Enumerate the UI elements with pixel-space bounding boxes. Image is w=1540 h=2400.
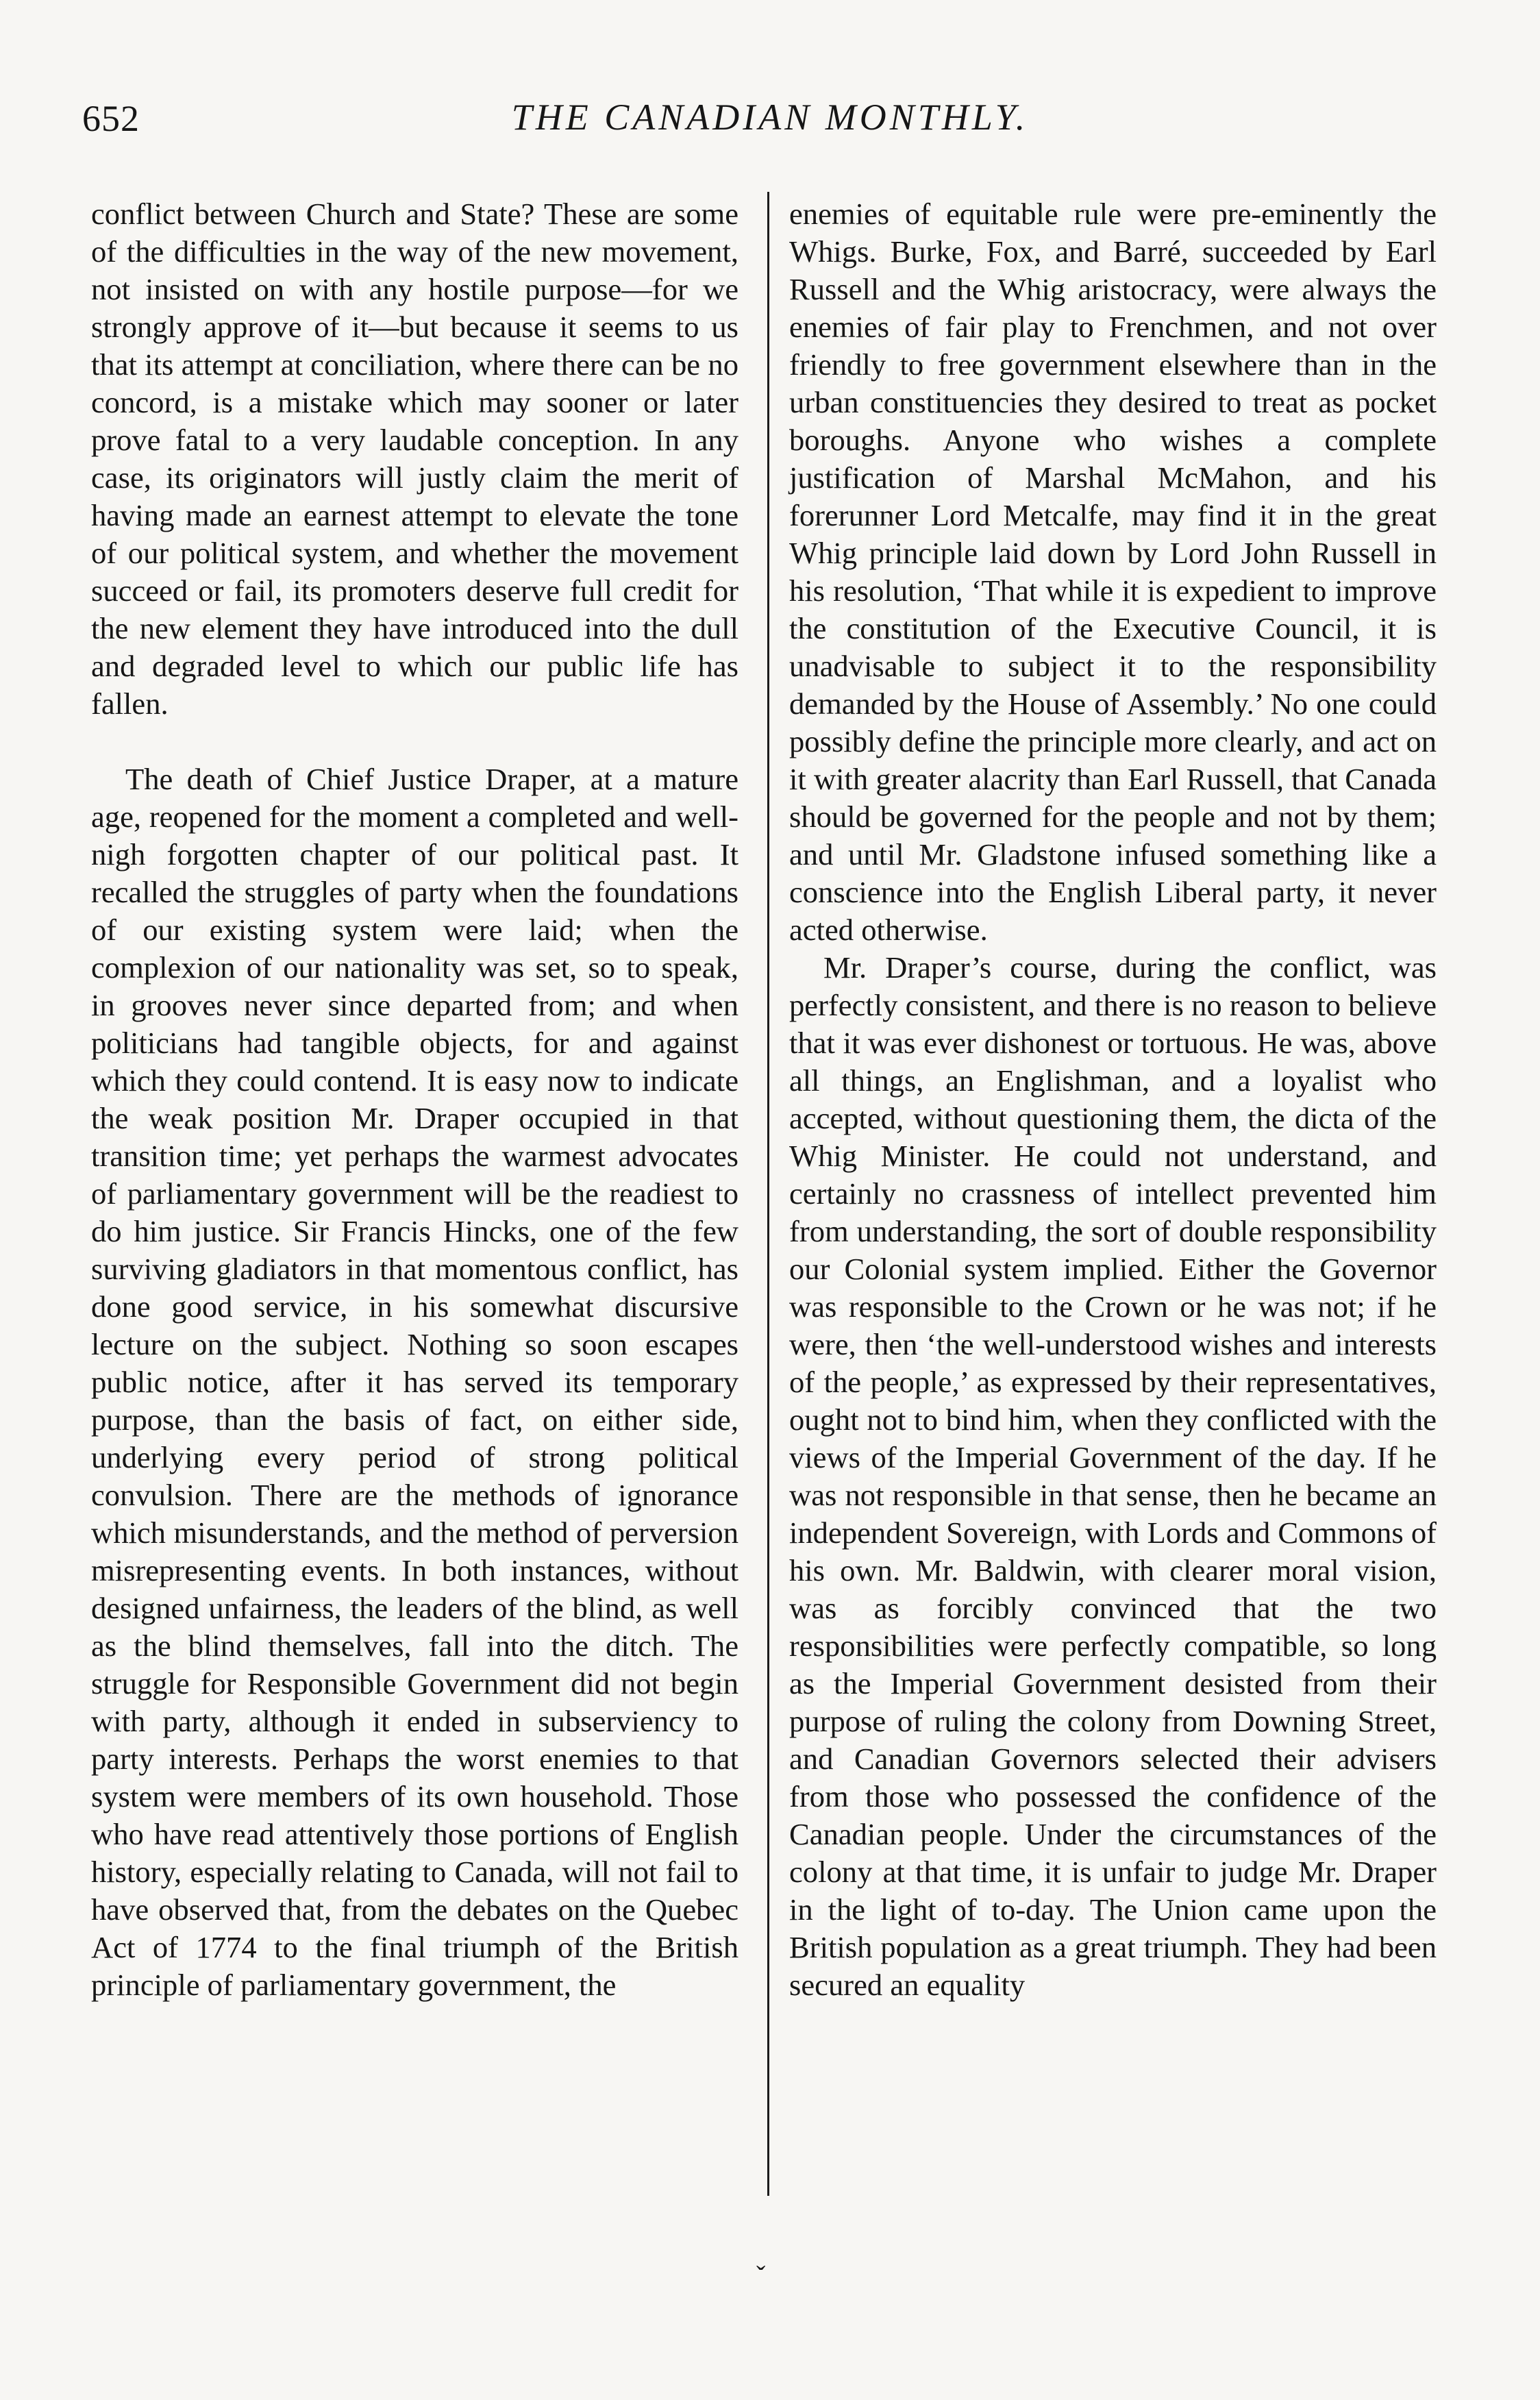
left-paragraph-continued: conflict between Church and State? These are some of the difficulties in the way of the new movement, not insisted on with any hostile purpose—for we strongly approve of it—but because it seems to us that its attempt at conciliation, where there can be no concord, is a mistake which may sooner or later prove fatal to a very laudable conception. In any case, its originators will justly claim the merit of having made an earnest attempt to elevate the tone of our political system, and whether the movement succeed or fail, its promoters deserve full credit for the new element they have introduced into the dull and degraded level to which our public life has fallen. [91,197,738,721]
left-paragraph-draper: The death of Chief Justice Draper, at a mature age, reopened for the moment a completed and well-nigh forgotten chapter of our political past. It recalled the struggles of party when the foundations of our existing system were laid; when the complexion of our nationality was set, so to speak, in grooves never since departed from; and when politicians had tangible objects, for and against which they could contend. It is easy now to indicate the weak position Mr. Draper occupied in that transition time; yet perhaps the warmest advocates of parliamentary government will be the readiest to do him justice. Sir Francis Hincks, one of the few surviving gladiators in that momentous conflict, has done good service, in his somewhat discursive lecture on the subject. Nothing so soon escapes public notice, after it has served its temporary purpose, than the basis of fact, on either side, underlying every period of strong political convulsion. There are the methods of ignorance which misunderstands, and the method of perversion misrepresenting events. In both instances, without designed unfairness, the leaders of the blind, as well as the blind themselves, fall into the ditch. The struggle for Responsible Government did not begin with party, although it ended in subserviency to party interests. Perhaps the worst enemies to that system were members of its own household. Those who have read attentively those portions of English history, especially relating to Canada, will not fail to have observed that, from the debates on the Quebec Act of 1774 to the final triumph of the British principle of parliamentary government, the [91,762,738,2002]
running-title: THE CANADIAN MONTHLY. [511,97,1029,138]
page-number: 652 [82,98,140,139]
right-paragraph-whigs: enemies of equitable rule were pre-eminently the Whigs. Burke, Fox, and Barré, succeeded by Earl Russell and the Whig aristocracy, were always the enemies of fair play to Frenchmen, and not over friendly to free government elsewhere than in the urban constituencies they desired to treat as pocket boroughs. Anyone who wishes a complete justification of Marshal McMahon, and his forerunner Lord Metcalfe, may find it in the great Whig principle laid down by Lord John Russell in his resolution, ‘That while it is expedient to improve the constitution of the Executive Council, it is unadvisable to subject it to the responsibility demanded by the House of Assembly.’ No one could possibly define the principle more clearly, and act on it with greater alacrity than Earl Russell, that Canada should be governed for the people and not by them; and until Mr. Gladstone infused something like a conscience into the English Liberal party, it never acted otherwise. [789,197,1437,947]
page-header [0,88,1540,143]
ink-speck: ˇ [756,2260,766,2291]
left-column [91,195,738,2004]
right-column [789,195,1437,2004]
right-paragraph-draper-course: Mr. Draper’s course, during the conflict, was perfectly consistent, and there is no reason to believe that it was ever dishonest or tortuous. He was, above all things, an Englishman, and a loyalist who accepted, without questioning them, the dicta of the Whig Minister. He could not understand, and certainly no crassness of intellect prevented him from understanding, the sort of double responsibility our Colonial system implied. Either the Governor was responsible to the Crown or he was not; if he were, then ‘the well-understood wishes and interests of the people,’ as expressed by their representatives, ought not to bind him, when they conflicted with the views of the Imperial Government of the day. If he was not responsible in that sense, then he became an independent Sovereign, with Lords and Commons of his own. Mr. Baldwin, with clearer moral vision, was as forcibly convinced that the two responsibilities were perfectly compatible, so long as the Imperial Government desisted from their purpose of ruling the colony from Downing Street, and Canadian Governors selected their advisers from those who possessed the confidence of the Canadian people. Under the circumstances of the colony at that time, it is unfair to judge Mr. Draper in the light of to-day. The Union came upon the British population as a great triumph. They had been secured an equality [789,950,1437,2002]
column-divider [767,192,769,2196]
